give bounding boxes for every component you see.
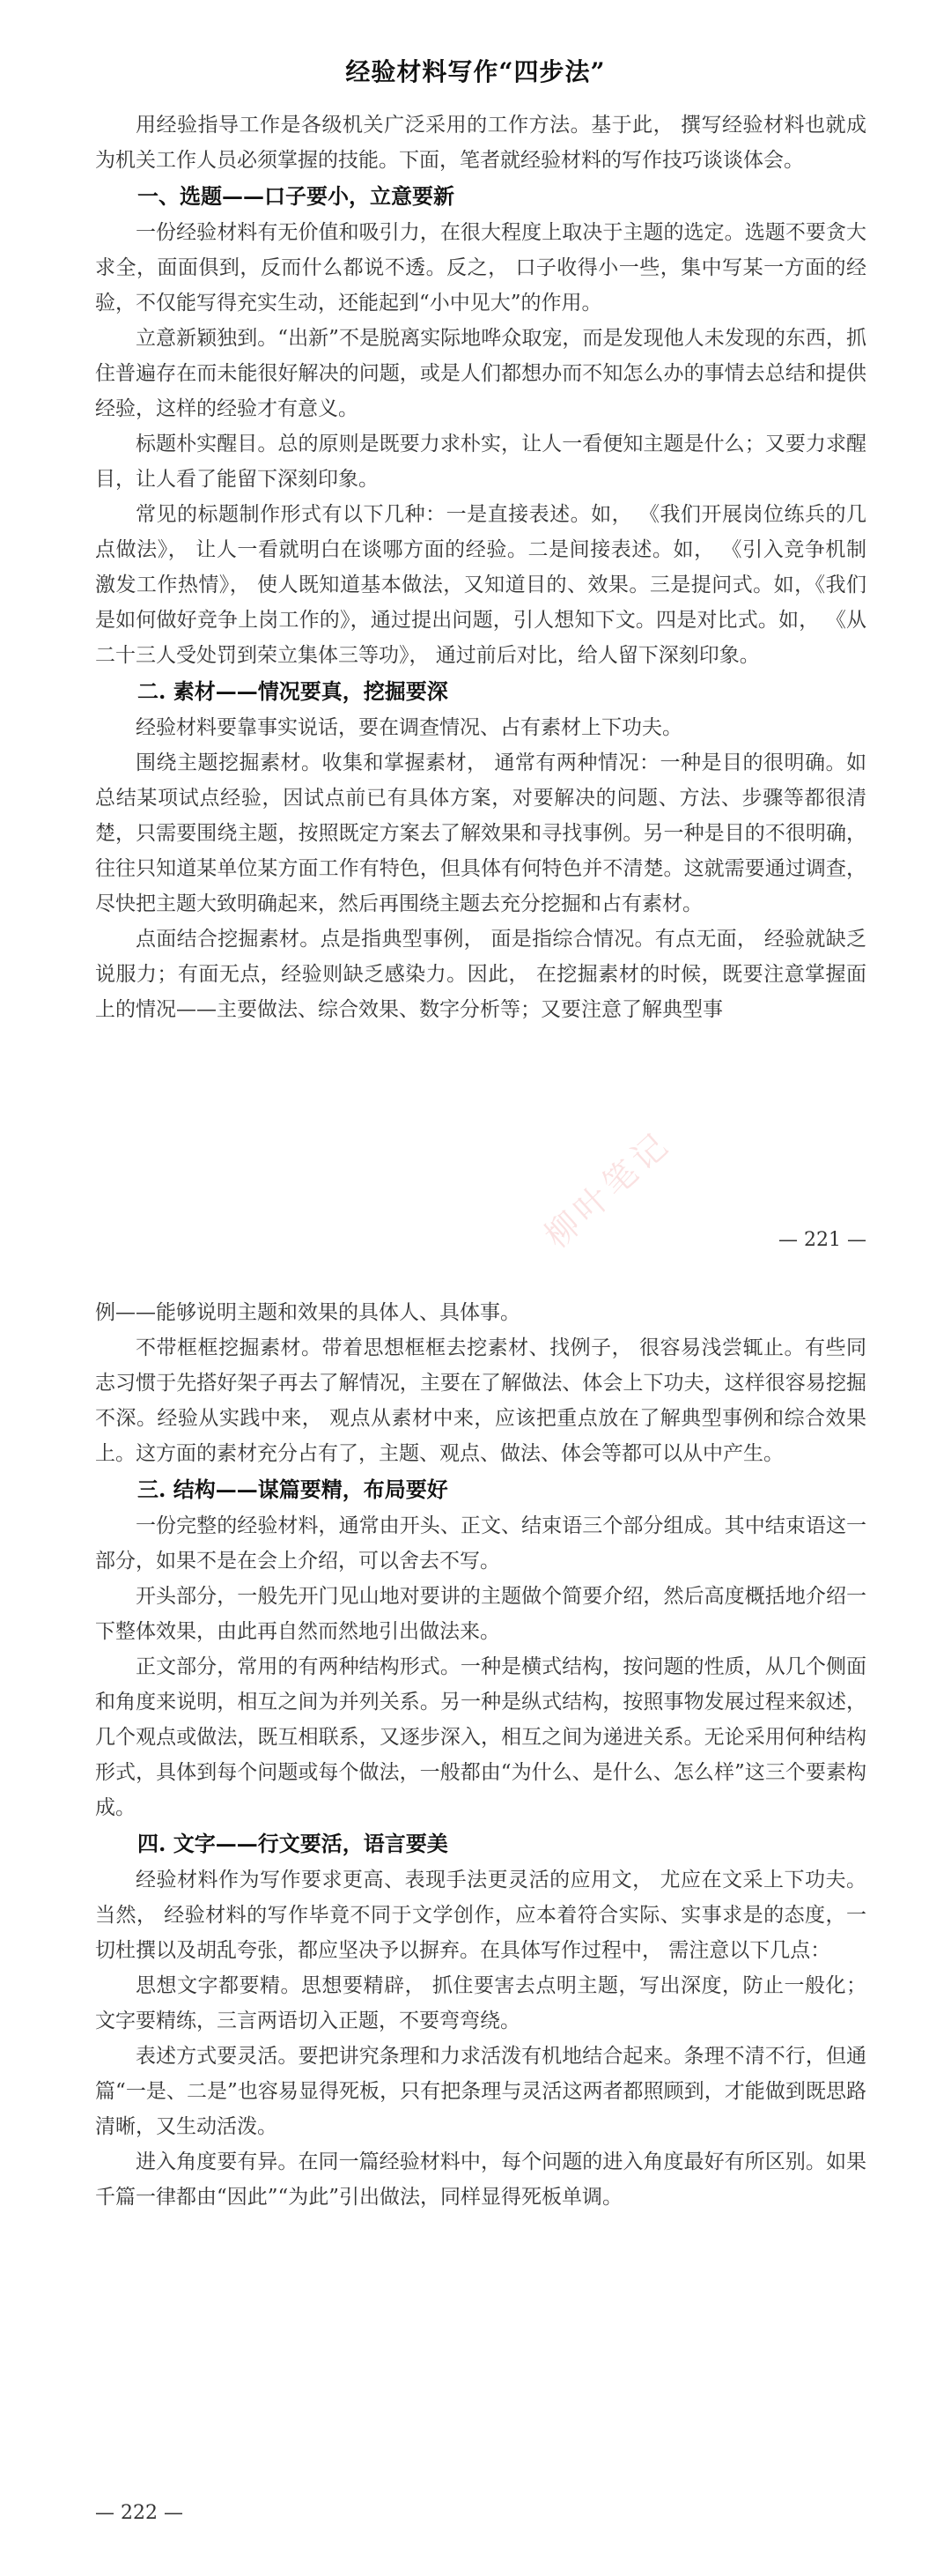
section-4-paragraph: 思想文字都要精。思想要精辟， 抓住要害去点明主题，写出深度，防止一般化；文字要精练，三言两语切入正题，不要弯弯绕。 bbox=[95, 1974, 866, 2032]
section-4-heading: 四. 文字——行文要活，语言要美 bbox=[137, 1831, 448, 1856]
document-title: 经验材料写作“四步法” bbox=[345, 57, 606, 86]
page-221 bbox=[0, 0, 951, 1273]
section-2-paragraph: 点面结合挖掘素材。点是指典型事例， 面是指综合情况。有点无面， 经验就缺乏说服力；有面无点，经验则缺乏感染力。因此， 在挖掘素材的时候，既要注意掌握面上的情况——主要做法、综合效果、数字分析等；又要注意了解典型事 bbox=[95, 928, 866, 1021]
section-2-paragraph: 围绕主题挖掘素材。收集和掌握素材， 通常有两种情况：一种是目的很明确。如总结某项试点经验，因试点前已有具体方案，对要解决的问题、方法、步骤等都很清楚，只需要围绕主题，按照既定方案去了解效果和寻找事例。另一种是目的不很明确，往往只知道某单位某方面工作有特色，但具体有何特色并不清楚。这就需要通过调查，尽快把主题大致明确起来，然后再围绕主题去充分挖掘和占有素材。 bbox=[95, 751, 866, 915]
section-1-paragraph: 一份经验材料有无价值和吸引力，在很大程度上取决于主题的选定。选题不要贪大求全，面面俱到，反而什么都说不透。反之， 口子收得小一些，集中写某一方面的经验，不仅能写得充实生动，还能起到“小中见大”的作用。 bbox=[95, 221, 866, 315]
section-3-paragraph: 一份完整的经验材料，通常由开头、正文、结束语三个部分组成。其中结束语这一部分，如果不是在会上介绍，可以舍去不写。 bbox=[95, 1514, 866, 1573]
section-1-paragraph: 立意新颖独到。“出新”不是脱离实际地哗众取宠，而是发现他人未发现的东西，抓住普遍存在而未能很好解决的问题，或是人们都想办而不知怎么办的事情去总结和提供经验，这样的经验才有意义。 bbox=[95, 327, 866, 420]
page-number: — 221 — bbox=[778, 1229, 866, 1251]
page-number: — 222 — bbox=[95, 2502, 183, 2524]
section-1-paragraph: 标题朴实醒目。总的原则是既要力求朴实，让人一看便知主题是什么；又要力求醒目，让人看了能留下深刻印象。 bbox=[95, 433, 866, 491]
page-222 bbox=[0, 1273, 951, 2576]
section-2-heading: 二. 素材——情况要真，挖掘要深 bbox=[137, 678, 448, 704]
section-4-paragraph: 表述方式要灵活。要把讲究条理和力求活泼有机地结合起来。条理不清不行，但通篇“一是、二是”也容易显得死板，只有把条理与灵活这两者都照顾到，才能做到既思路清晰，又生动活泼。 bbox=[95, 2045, 866, 2138]
intro-paragraph: 用经验指导工作是各级机关广泛采用的工作方法。基于此， 撰写经验材料也就成为机关工作人员必须掌握的技能。下面，笔者就经验材料的写作技巧谈谈体会。 bbox=[95, 114, 866, 172]
section-3-heading: 三. 结构——谋篇要精，布局要好 bbox=[137, 1477, 448, 1502]
section-3-paragraph: 正文部分，常用的有两种结构形式。一种是横式结构，按问题的性质，从几个侧面和角度来说明，相互之间为并列关系。另一种是纵式结构，按照事物发展过程来叙述，几个观点或做法，既互相联系，又逐步深入，相互之间为递进关系。无论采用何种结构形式，具体到每个问题或每个做法，一般都由“为什么、是什么、怎么样”这三个要素构成。 bbox=[95, 1655, 866, 1819]
page-221-content bbox=[95, 107, 866, 1027]
section-1-heading: 一、选题——口子要小，立意要新 bbox=[137, 183, 454, 209]
section-4-paragraph: 进入角度要有异。在同一篇经验材料中，每个问题的进入角度最好有所区别。如果千篇一律都由“因此”“为此”引出做法，同样显得死板单调。 bbox=[95, 2150, 866, 2209]
section-4-paragraph: 经验材料作为写作要求更高、表现手法更灵活的应用文， 尤应在文采上下功夫。当然， 经验材料的写作毕竟不同于文学创作，应本着符合实际、实事求是的态度，一切杜撰以及胡乱夸张，都应坚决予以摒弃。在具体写作过程中， 需注意以下几点： bbox=[95, 1869, 866, 1962]
section-1-paragraph: 常见的标题制作形式有以下几种：一是直接表述。如， 《我们开展岗位练兵的几点做法》， 让人一看就明白在谈哪方面的经验。二是间接表述。如， 《引入竞争机制激发工作热情》， 使人既知道基本做法，又知道目的、效果。三是提问式。如，《我们是如何做好竞争上岗工作的》，通过提出问题，引人想知下文。四是对比式。如， 《从二十三人受处罚到荣立集体三等功》， 通过前后对比，给人留下深刻印象。 bbox=[95, 503, 866, 667]
section-2-paragraph-continued: 例——能够说明主题和效果的具体人、具体事。 bbox=[95, 1301, 520, 1324]
section-2-paragraph: 经验材料要靠事实说话，要在调查情况、占有素材上下功夫。 bbox=[136, 716, 682, 739]
section-3-paragraph: 开头部分，一般先开门见山地对要讲的主题做个简要介绍，然后高度概括地介绍一下整体效果，由此再自然而然地引出做法来。 bbox=[95, 1585, 866, 1643]
section-2-paragraph: 不带框框挖掘素材。带着思想框框去挖素材、找例子， 很容易浅尝辄止。有些同志习惯于先搭好架子再去了解情况，主要在了解做法、体会上下功夫，这样很容易挖掘不深。经验从实践中来， 观点从素材中来，应该把重点放在了解典型事例和综合效果上。这方面的素材充分占有了，主题、观点、做法、体会等都可以从中产生。 bbox=[95, 1336, 866, 1465]
page-222-content bbox=[95, 1295, 866, 2215]
watermark: 柳叶笔记 bbox=[537, 1122, 679, 1256]
